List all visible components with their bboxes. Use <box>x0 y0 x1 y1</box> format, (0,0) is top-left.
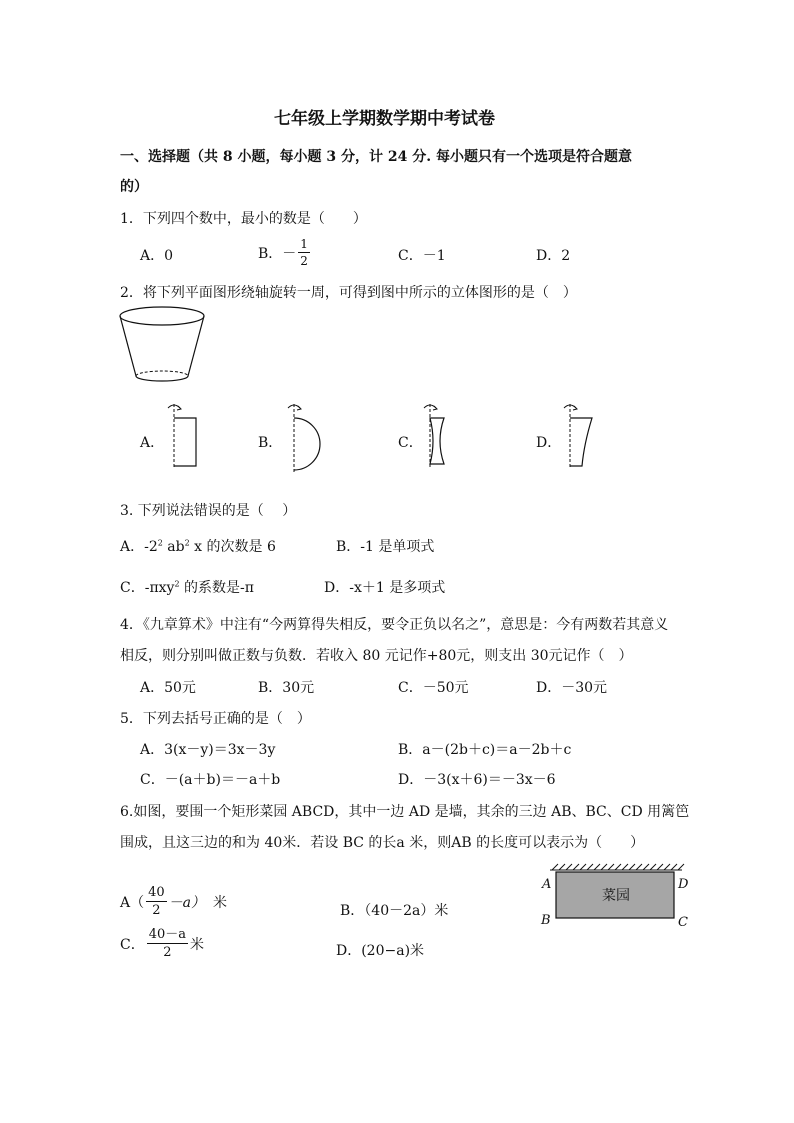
corner-label-a: A <box>542 877 552 892</box>
q2-solid-figure <box>116 304 216 388</box>
solid-bottom-back <box>136 371 188 376</box>
q6-option-d: D．(20−a)米 <box>336 943 425 959</box>
q3-a-exp2: 2 <box>184 538 190 548</box>
solid-top-ellipse <box>120 307 204 325</box>
q4-option-b: B．30元 <box>258 680 315 696</box>
q3-a-exp1: 2 <box>157 538 163 548</box>
q6-option-a <box>120 886 227 917</box>
q3-option-a <box>120 536 276 556</box>
corner-label-b: B <box>541 913 551 928</box>
q3-c-part1: C．-πxy <box>120 580 175 596</box>
q2-option-c-figure <box>418 400 458 472</box>
semicircle-shape <box>294 418 320 470</box>
q2-option-a: A． <box>140 435 165 451</box>
q5-stem: 5．下列去括号正确的是（ ） <box>120 711 311 727</box>
q1-option-a: A．0 <box>140 248 174 264</box>
q4-option-d: D．－30元 <box>536 680 608 696</box>
q6-c-denominator: 2 <box>163 945 172 960</box>
q1-option-d: D．2 <box>536 248 571 264</box>
section-header-line2: 的） <box>120 179 148 195</box>
solid-bottom-front <box>136 376 188 381</box>
q3-option-c <box>120 577 254 597</box>
corner-label-d: D <box>678 877 689 892</box>
q6-option-b: B．（40－2a）米 <box>340 903 449 919</box>
q1-stem: 1．下列四个数中，最小的数是（ ） <box>120 211 367 227</box>
q5-option-b: B．a－(2b＋c)＝a－2b＋c <box>398 742 572 758</box>
q1-b-denominator: 2 <box>300 254 308 268</box>
q6-c-prefix: C． <box>120 936 145 953</box>
q6-a-tail: －a） <box>168 894 206 911</box>
q6-option-c <box>120 928 204 959</box>
q2-option-d-figure <box>556 400 600 472</box>
rectangle-shape <box>174 418 196 466</box>
q6-a-prefix: A（ <box>120 894 145 911</box>
q2-option-a-figure <box>160 400 204 472</box>
solid-left-edge <box>120 316 136 376</box>
q2-option-b-figure <box>280 400 330 476</box>
garden-label: 菜园 <box>602 888 630 904</box>
q3-option-d: D．-x＋1 是多项式 <box>324 580 446 596</box>
q4-line2: 相反，则分别叫做正数与负数．若收入 80 元记作+80元，则支出 30元记作（ ） <box>120 648 633 664</box>
fraction-bar <box>146 901 167 902</box>
q1-b-numerator: 1 <box>300 237 308 251</box>
q6-line1: 6.如图，要围一个矩形菜园 ABCD，其中一边 AD 是墙，其余的三边 AB、BC、CD 用篱笆 <box>120 804 690 820</box>
q5-option-c: C．－(a＋b)＝－a＋b <box>140 772 281 788</box>
q6-c-fraction <box>147 928 188 959</box>
q1-option-b <box>258 238 312 267</box>
q1-option-b-fraction <box>298 238 310 267</box>
q3-c-exp: 2 <box>174 579 180 589</box>
q4-option-a: A．50元 <box>140 680 196 696</box>
q3-a-part1: A．-2 <box>120 539 158 555</box>
q4-option-c: C．－50元 <box>398 680 469 696</box>
concave-shape <box>430 418 444 464</box>
q2-option-d: D． <box>536 435 562 451</box>
solid-right-edge <box>188 316 204 376</box>
curved-trapezoid-shape <box>570 418 592 466</box>
q6-a-numerator: 40 <box>148 885 165 900</box>
fraction-bar <box>298 252 310 253</box>
q3-option-b: B．-1 是单项式 <box>336 539 435 555</box>
q6-c-numerator: 40－a <box>148 927 187 942</box>
q3-a-part2: ab <box>162 539 185 555</box>
q1-option-c: C．－1 <box>398 248 446 264</box>
q5-option-a: A．3(x－y)＝3x－3y <box>140 742 276 758</box>
q6-line2: 围成，且这三边的和为 40米．若设 BC 的长a 米，则AB 的长度可以表示为（ ） <box>120 835 645 851</box>
page-title: 七年级上学期数学期中考试卷 <box>274 109 495 129</box>
q2-option-b: B． <box>258 435 283 451</box>
section-header-line1: 一、选择题（共 8 小题，每小题 3 分，计 24 分. 每小题只有一个选项是符合题意 <box>120 149 632 165</box>
q5-option-d: D．－3(x＋6)＝－3x－6 <box>398 772 556 788</box>
q3-stem: 3. 下列说法错误的是（ ） <box>120 503 297 519</box>
q6-a-denominator: 2 <box>152 903 161 918</box>
wall-hatching <box>550 864 684 870</box>
q2-option-c: C． <box>398 435 423 451</box>
q4-line1: 4．《九章算术》中注有“今两算得失相反，要令正负以名之”，意思是：今有两数若其意义 <box>120 617 669 633</box>
q6-a-unit: 米 <box>213 894 228 911</box>
q3-a-part3: x 的次数是 6 <box>189 539 276 555</box>
corner-label-c: C <box>678 915 688 930</box>
fraction-bar <box>147 943 188 944</box>
q1-option-b-prefix: B．－ <box>258 245 297 262</box>
q3-c-part2: 的系数是-π <box>179 580 254 596</box>
q6-c-unit: 米 <box>190 936 205 953</box>
q6-garden-figure <box>536 862 696 934</box>
q2-stem: 2．将下列平面图形绕轴旋转一周，可得到图中所示的立体图形的是（ ） <box>120 285 577 301</box>
q6-a-fraction <box>146 886 167 917</box>
